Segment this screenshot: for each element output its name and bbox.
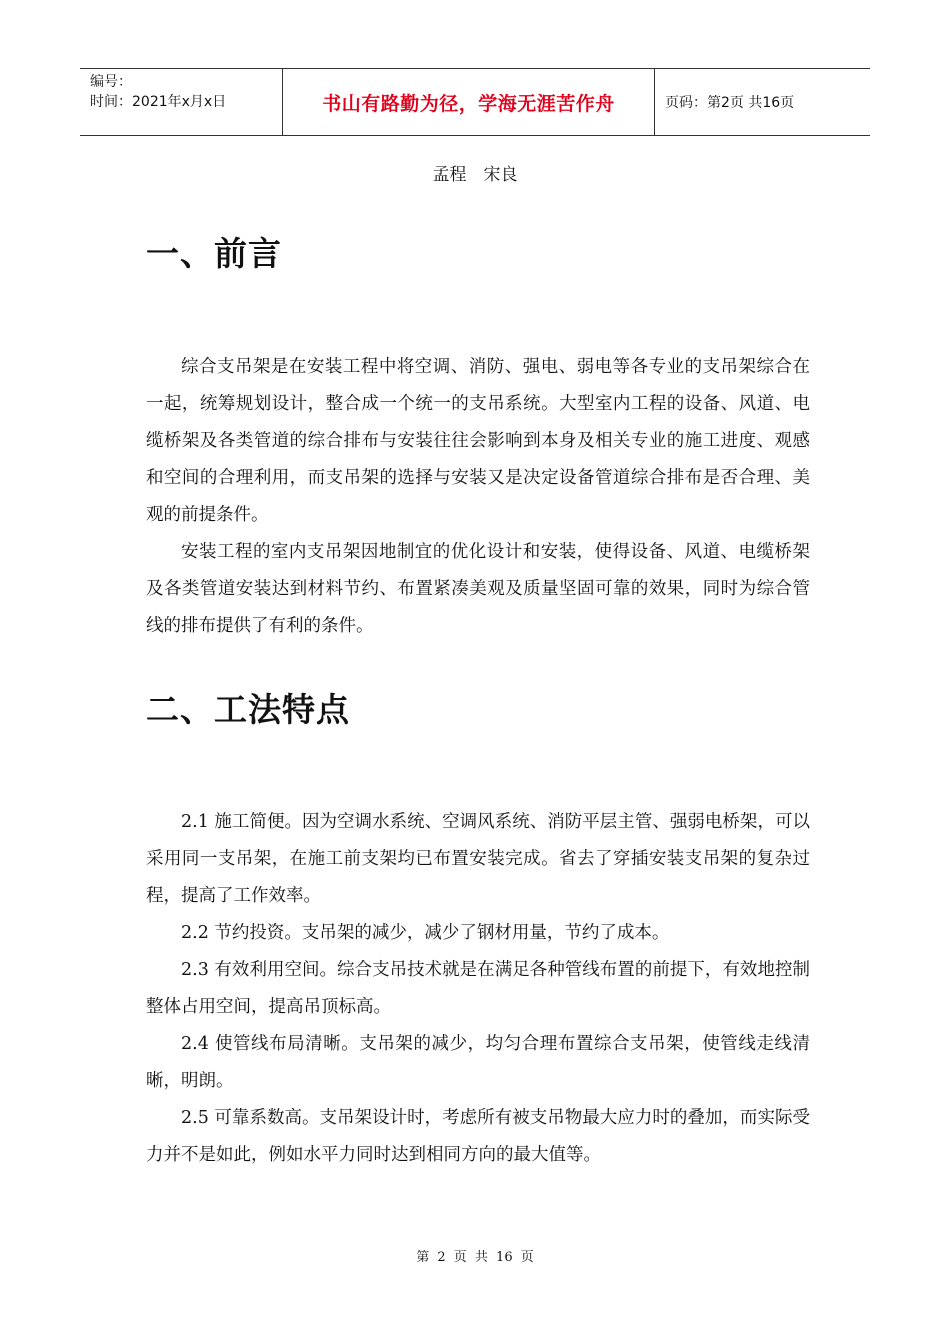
authors: 孟程 宋良 <box>432 165 518 185</box>
paragraph: 2.3 有效利用空间。综合支吊技术就是在满足各种管线布置的前提下，有效地控制整体占用空间，提高吊顶标高。 <box>146 960 810 1017</box>
section-heading-preface: 一、前言 <box>146 234 282 273</box>
document-number-label: 编号： <box>90 74 132 90</box>
paragraph: 综合支吊架是在安装工程中将空调、消防、强电、弱电等各专业的支吊架综合在一起，统筹规划设计，整合成一个统一的支吊系统。大型室内工程的设备、风道、电缆桥架及各类管道的综合排布与安装往往会影响到本身及相关专业的施工进度、观感和空间的合理利用，而支吊架的选择与安装又是决定设备管道综合排布是否合理、美观的前提条件。 <box>146 357 810 525</box>
header-meta <box>80 69 282 135</box>
paragraph: 2.5 可靠系数高。支吊架设计时，考虑所有被支吊物最大应力时的叠加，而实际受力并不是如此，例如水平力同时达到相同方向的最大值等。 <box>146 1108 810 1165</box>
document-header <box>80 68 870 136</box>
paragraph: 2.1 施工简便。因为空调水系统、空调风系统、消防平层主管、强弱电桥架，可以采用同一支吊架，在施工前支架均已布置安装完成。省去了穿插安装支吊架的复杂过程，提高了工作效率。 <box>146 812 810 906</box>
section-body-preface <box>146 349 810 645</box>
paragraph: 2.4 使管线布局清晰。支吊架的减少，均匀合理布置综合支吊架，使管线走线清晰，明朗。 <box>146 1034 810 1091</box>
header-page-info: 页码：第2页 共16页 <box>665 95 795 111</box>
section-heading-features: 二、工法特点 <box>146 690 350 729</box>
paragraph: 安装工程的室内支吊架因地制宜的优化设计和安装，使得设备、风道、电缆桥架及各类管道安装达到材料节约、布置紧凑美观及质量坚固可靠的效果，同时为综合管线的排布提供了有利的条件。 <box>146 542 810 636</box>
page-footer: 第 2 页 共 16 页 <box>416 1250 534 1265</box>
document-time-label: 时间：2021年x月x日 <box>90 94 227 110</box>
header-motto: 书山有路勤为径，学海无涯苦作舟 <box>282 69 655 135</box>
paragraph: 2.2 节约投资。支吊架的减少，减少了钢材用量，节约了成本。 <box>181 923 670 943</box>
section-body-features <box>146 804 810 1174</box>
